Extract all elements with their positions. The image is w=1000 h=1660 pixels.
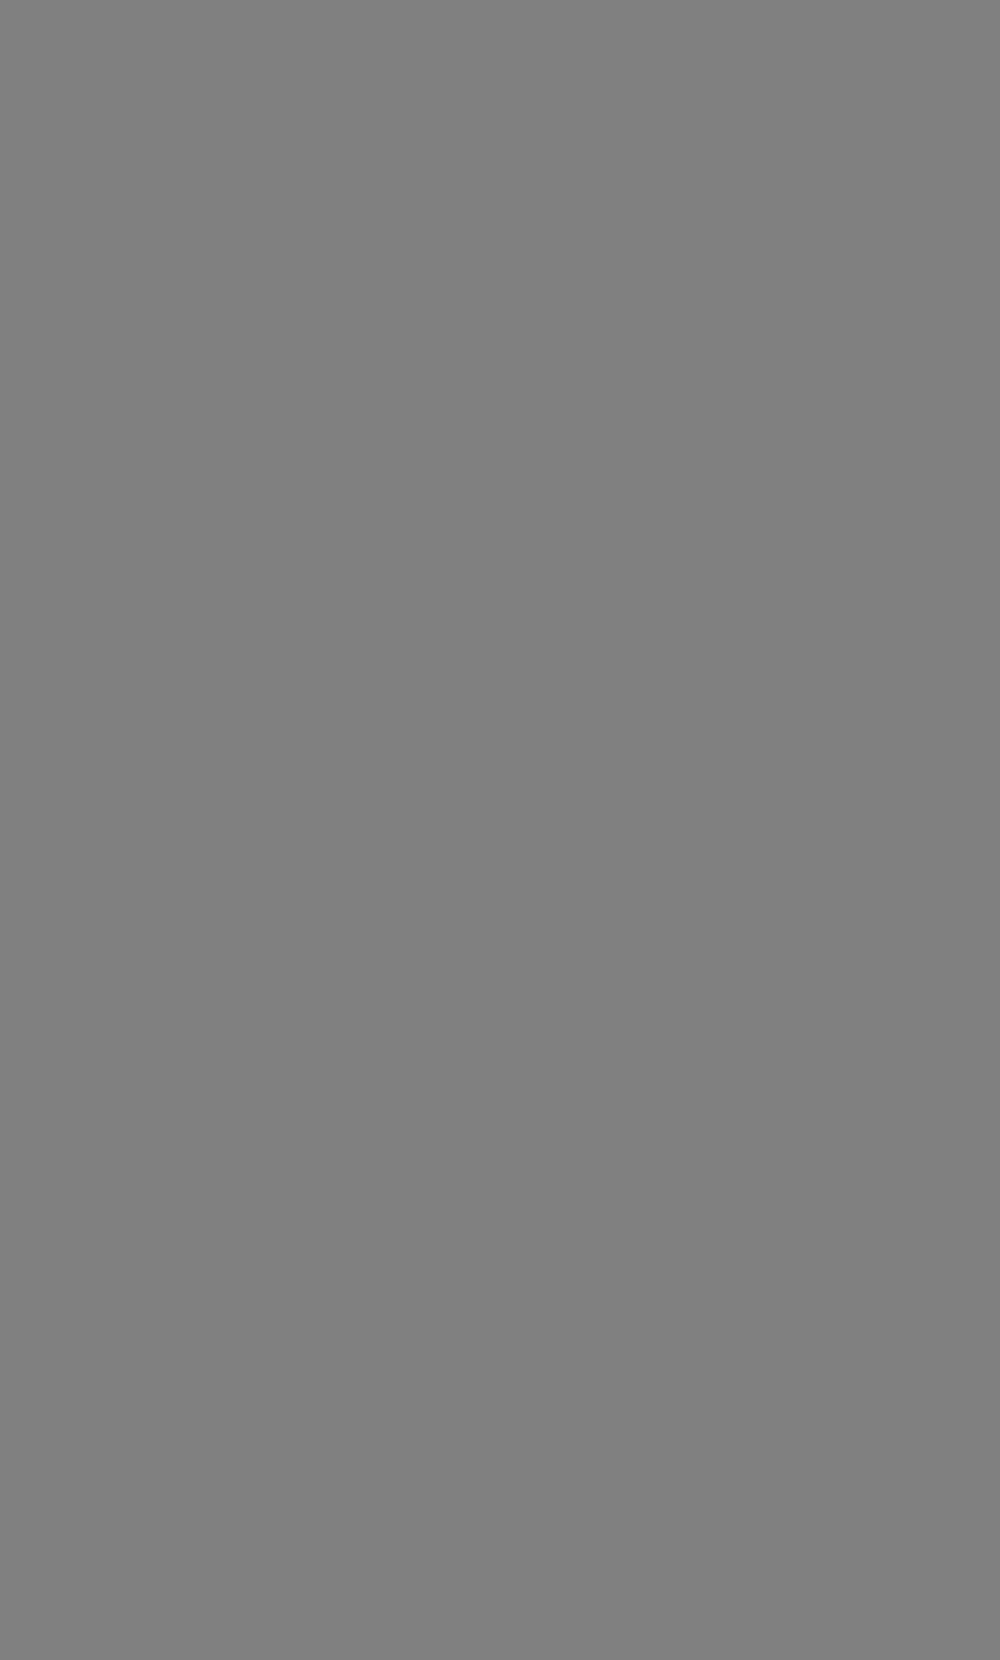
fleur-de-lis-ornament [340,980,670,1260]
